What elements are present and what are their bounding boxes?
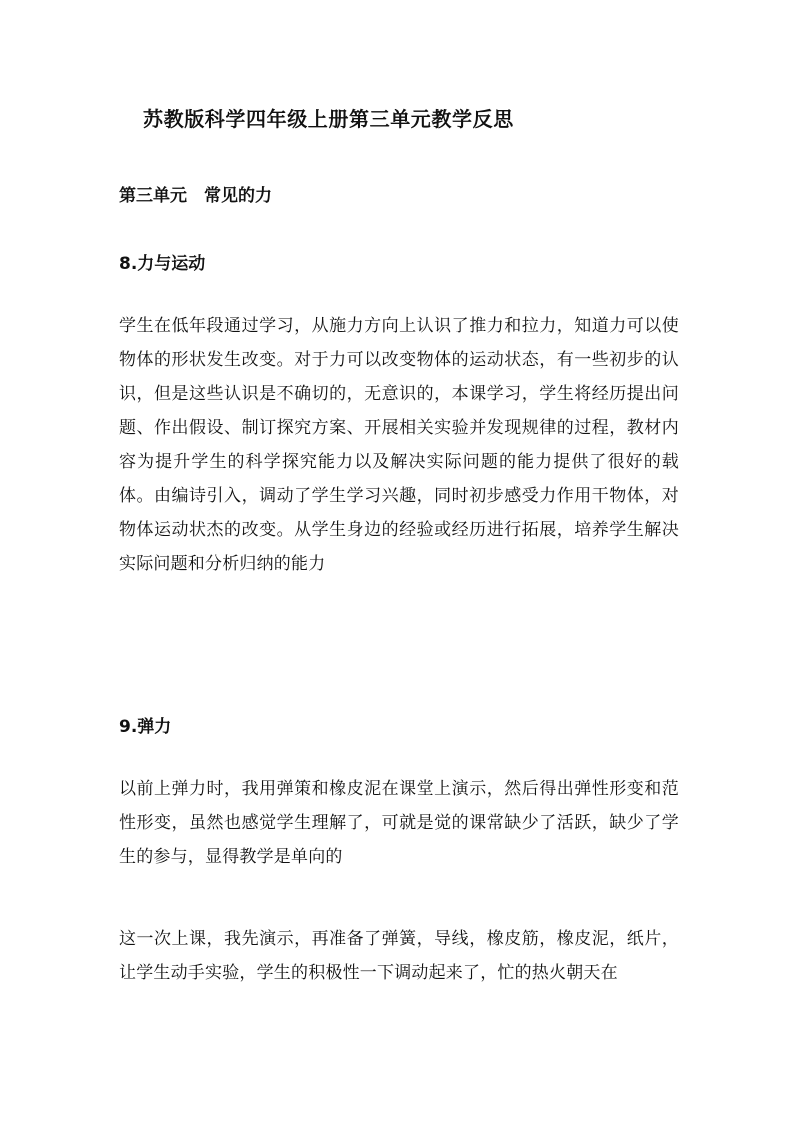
section-heading-force-and-motion: 8.力与运动: [119, 254, 206, 274]
paragraph-force-and-motion: 学生在低年段通过学习，从施力方向上认识了推力和拉力，知道力可以使物体的形状发生改变。对于力可以改变物体的运动状态，有一些初步的认识，但是这些认识是不确切的，无意识的，本课学习，学生将经历提出问题、作出假设、制订探究方案、开展相关实验并发现规律的过程，教材内容为提升学生的科学探究能力以及解决实际问题的能力提供了很好的载体。由编诗引入，调动了学生学习兴趣，同时初步感受力作用干物体，对物体运动状杰的改变。从学生身边的经验或经历进行拓展，培养学生解决实际问题和分析归纳的能力: [119, 316, 679, 574]
unit-heading: 第三单元 常见的力: [119, 186, 272, 206]
paragraph-elastic-force-previous: 以前上弹力时，我用弹策和橡皮泥在课堂上演示，然后得出弹性形变和范性形变，虽然也感觉学生理解了，可就是觉的课常缺少了活跃，缺少了学生的参与，显得教学是单向的: [119, 779, 679, 867]
paragraph-elastic-force-current: 这一次上课，我先演示，再准备了弹簧，导线，橡皮筋，橡皮泥，纸片，让学生动手实验，学生的积极性一下调动起来了，忙的热火朝天在: [119, 929, 679, 983]
document-title: 苏教版科学四年级上册第三单元教学反思: [143, 107, 514, 131]
section-heading-elastic-force: 9.弹力: [119, 717, 172, 737]
